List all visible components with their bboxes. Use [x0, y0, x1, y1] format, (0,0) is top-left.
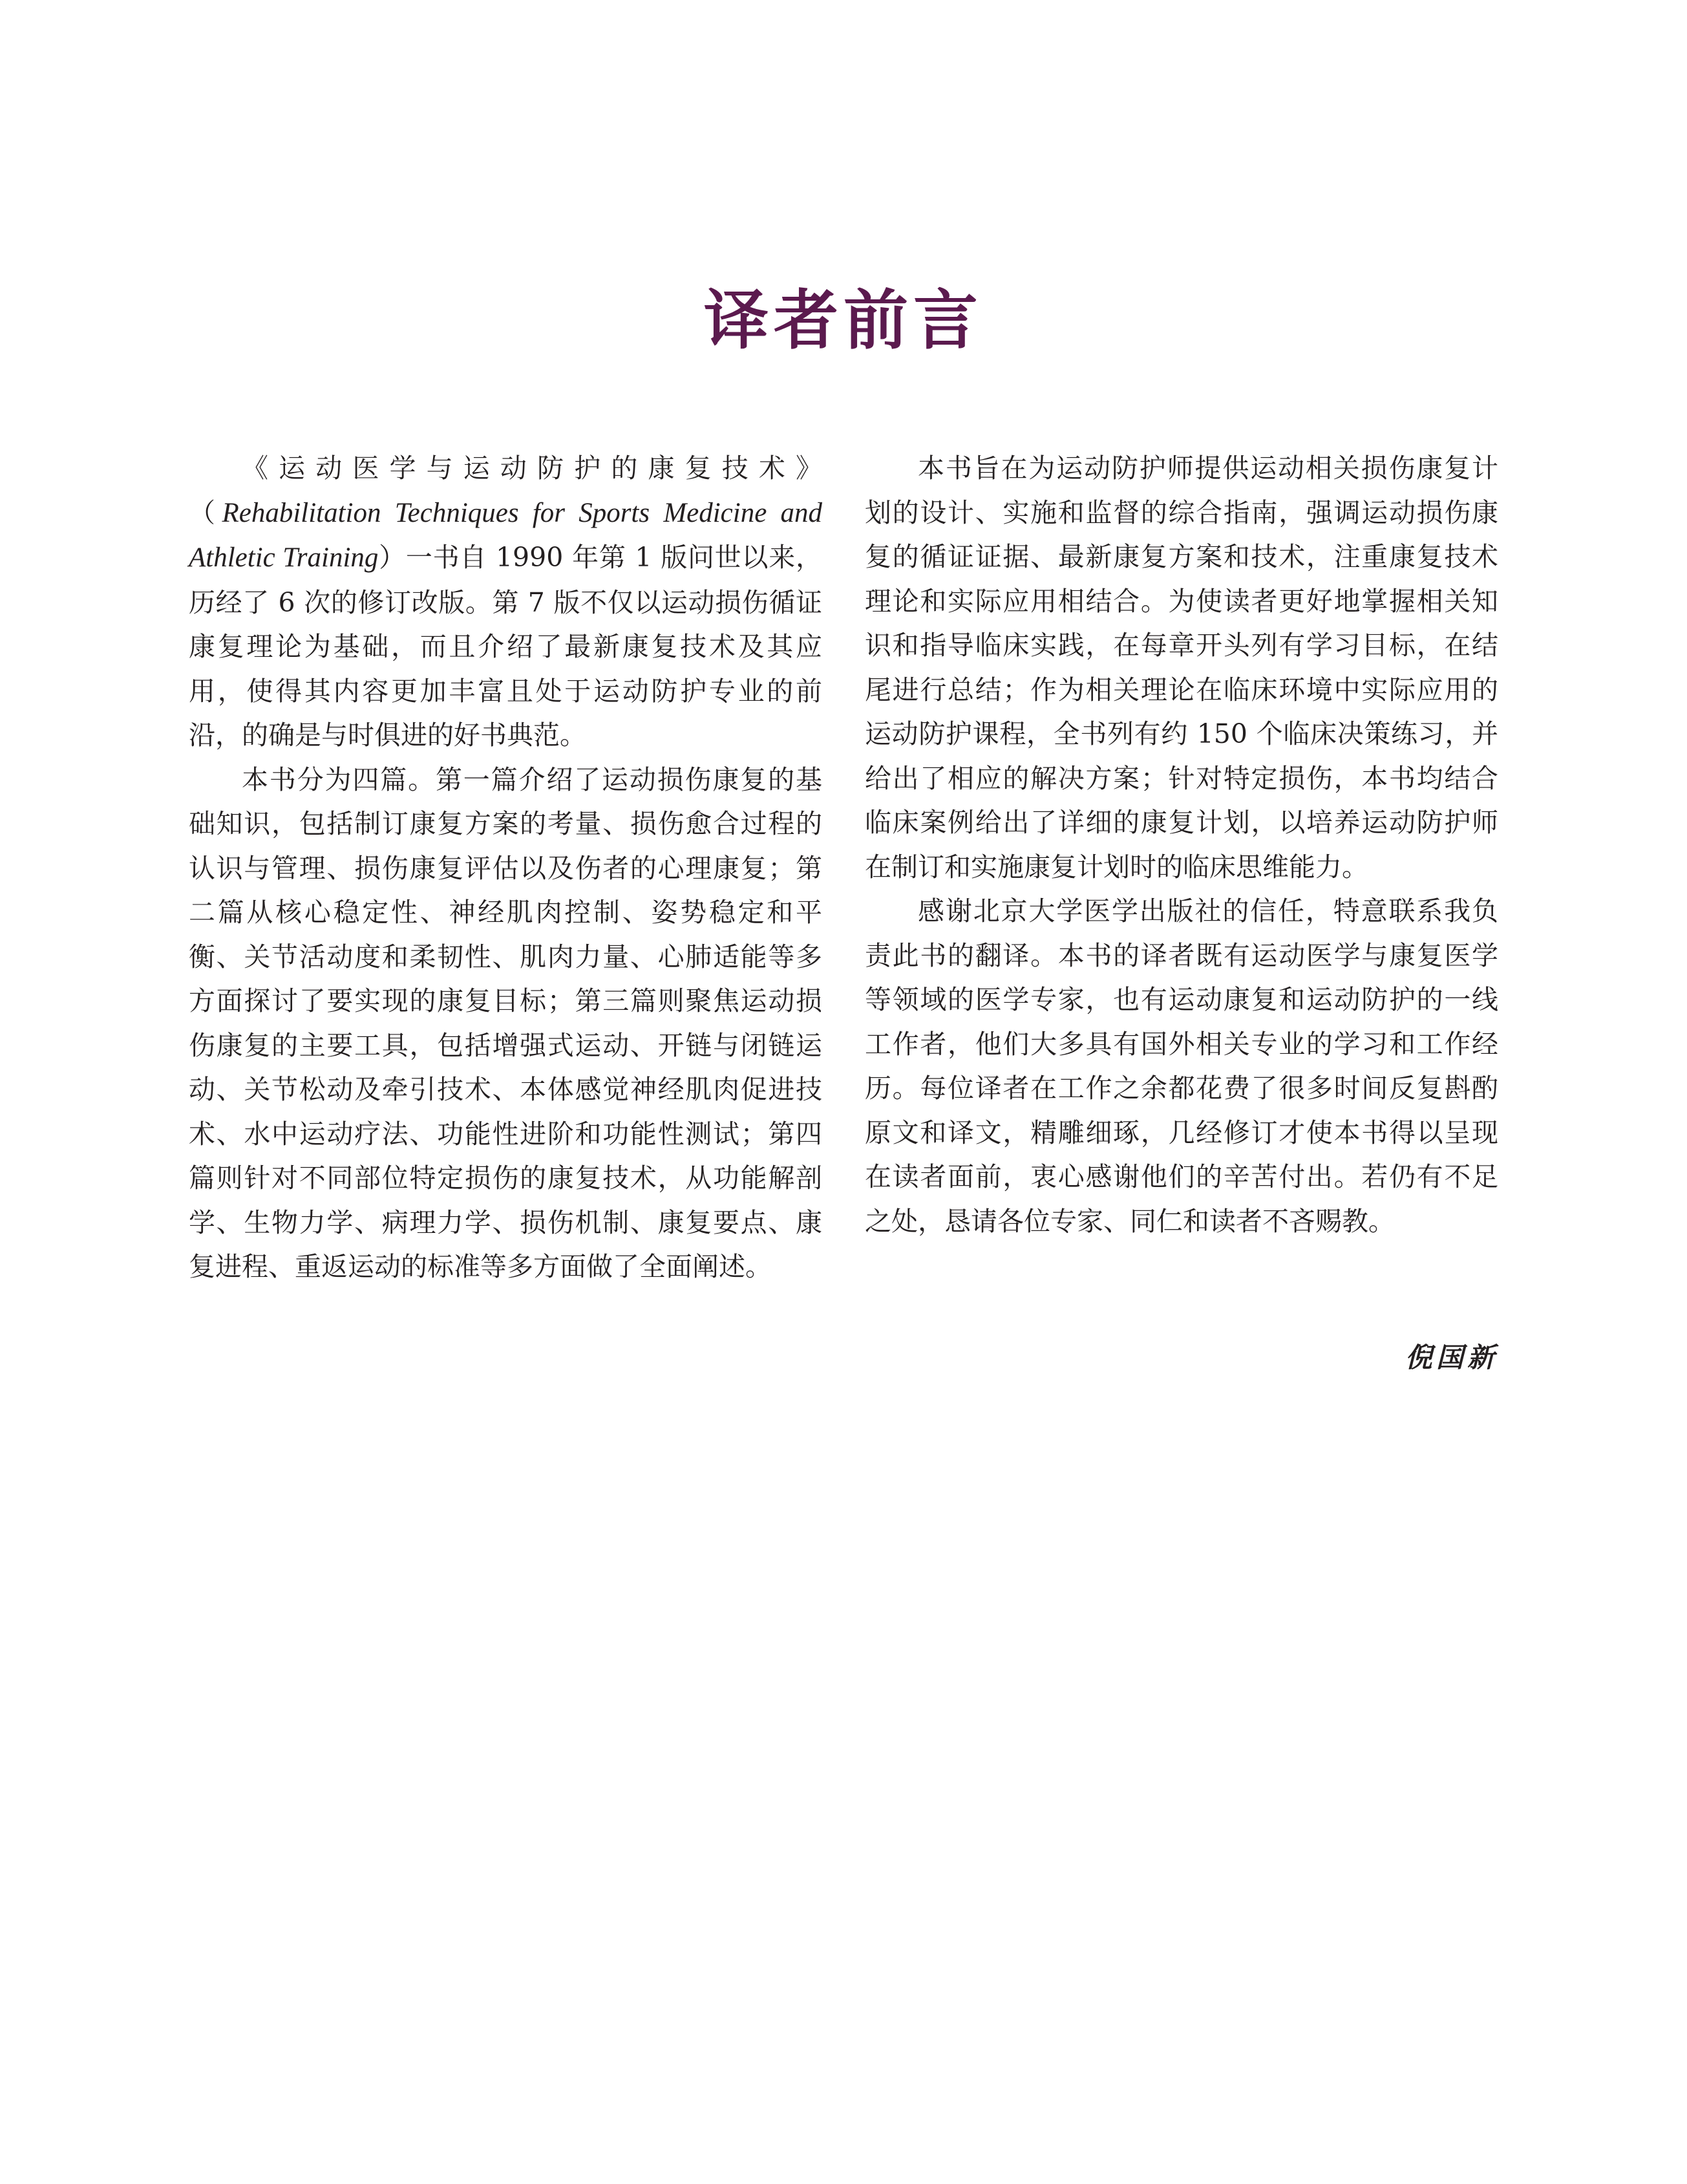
paragraph-intro — [189, 446, 822, 758]
translator-signature: 倪国新 — [1405, 1342, 1498, 1373]
paragraph-acknowledgement: 感谢北京大学医学出版社的信任，特意联系我负责此书的翻译。本书的译者既有运动医学与康复医学等领域的医学专家，也有运动康复和运动防护的一线工作者，他们大多具有国外相关专业的学习和工作经历。每位译者在工作之余都花费了很多时间反复斟酌原文和译文，精雕细琢，几经修订才使本书得以呈现在读者面前，衷心感谢他们的辛苦付出。若仍有不足之处，恳请各位专家、同仁和读者不吝赐教。 — [865, 895, 1498, 1237]
paragraph-intro-rest: ）一书自 1990 年第 1 版问世以来，历经了 6 次的修订改版。第 7 版不仅以运动损伤循证康复理论为基础，而且介绍了最新康复技术及其应用，使得其内容更加丰富且处于运动防护专业的前沿，的确是与时俱进的好书典范。 — [189, 542, 822, 751]
right-column — [865, 446, 1498, 1243]
paragraph-structure: 本书分为四篇。第一篇介绍了运动损伤康复的基础知识，包括制订康复方案的考量、损伤愈合过程的认识与管理、损伤康复评估以及伤者的心理康复；第二篇从核心稳定性、神经肌肉控制、姿势稳定和平衡、关节活动度和柔韧性、肌肉力量、心肺适能等多方面探讨了要实现的康复目标；第三篇则聚焦运动损伤康复的主要工具，包括增强式运动、开链与闭链运动、关节松动及牵引技术、本体感觉神经肌肉促进技术、水中运动疗法、功能性进阶和功能性测试；第四篇则针对不同部位特定损伤的康复技术，从功能解剖学、生物力学、病理力学、损伤机制、康复要点、康复进程、重返运动的标准等多方面做了全面阐述。 — [189, 764, 822, 1282]
left-column — [189, 446, 822, 1289]
page-title: 译者前言 — [704, 282, 983, 358]
book-title-chinese: 《运动医学与运动防护的康复技术》（ — [189, 453, 822, 528]
book-title-english: Rehabilitation Techniques for Sports Medicine and Athletic Training — [189, 497, 822, 573]
paragraph-purpose: 本书旨在为运动防护师提供运动相关损伤康复计划的设计、实施和监督的综合指南，强调运动损伤康复的循证证据、最新康复方案和技术，注重康复技术理论和实际应用相结合。为使读者更好地掌握相关知识和指导临床实践，在每章开头列有学习目标，在结尾进行总结；作为相关理论在临床环境中实际应用的运动防护课程，全书列有约 150 个临床决策练习，并给出了相应的解决方案；针对特定损伤，本书均结合临床案例给出了详细的康复计划，以培养运动防护师在制订和实施康复计划时的临床思维能力。 — [865, 453, 1498, 883]
